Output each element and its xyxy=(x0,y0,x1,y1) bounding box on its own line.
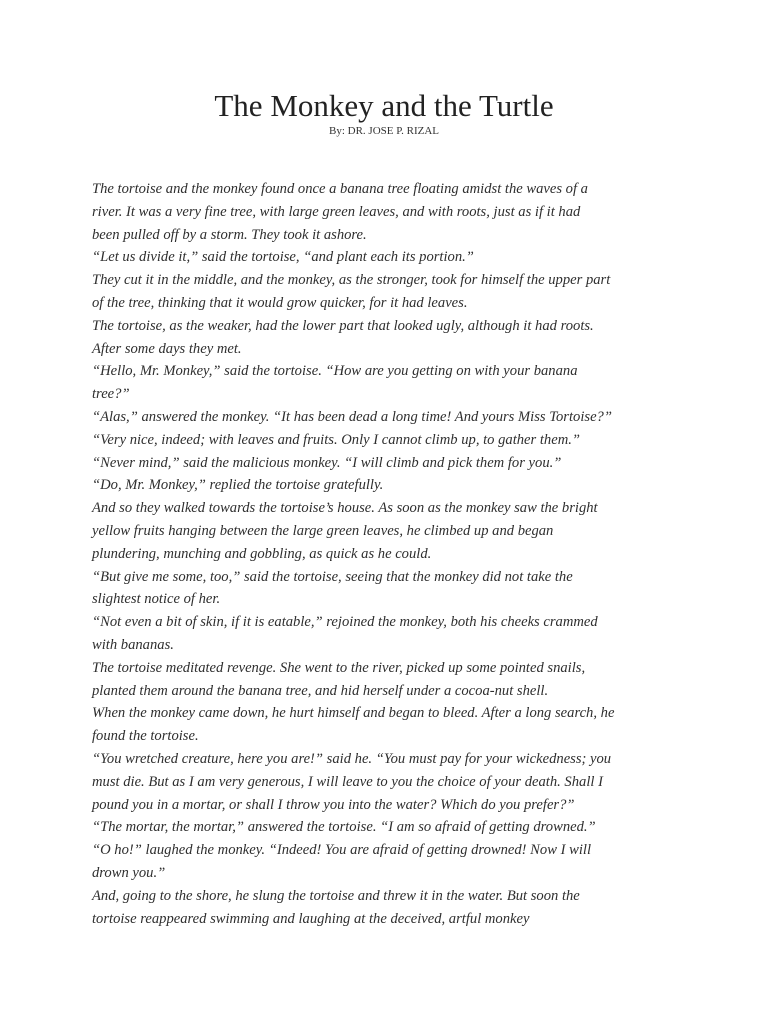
story-line: The tortoise, as the weaker, had the lower part that looked ugly, although it had roots. xyxy=(92,317,594,334)
story-line: plundering, munching and gobbling, as quick as he could. xyxy=(92,545,432,562)
author-byline: By: DR. JOSE P. RIZAL xyxy=(328,125,440,137)
story-line: “Never mind,” said the malicious monkey. “I will climb and pick them for you.” xyxy=(92,454,562,471)
story-body xyxy=(92,178,682,930)
story-line: And so they walked towards the tortoise’s house. As soon as the monkey saw the bright xyxy=(92,500,598,517)
story-line: “Very nice, indeed; with leaves and fruits. Only I cannot climb up, to gather them.” xyxy=(92,431,580,448)
story-line: “Let us divide it,” said the tortoise, “and plant each its portion.” xyxy=(92,249,474,266)
story-line: drown you.” xyxy=(92,864,166,881)
story-line: When the monkey came down, he hurt himself and began to bleed. After a long search, he xyxy=(92,705,615,722)
story-line: “Hello, Mr. Monkey,” said the tortoise. “How are you getting on with your banana xyxy=(92,363,578,380)
story-line: tree?” xyxy=(92,386,130,403)
story-line: slightest notice of her. xyxy=(92,591,221,608)
story-line: of the tree, thinking that it would grow quicker, for it had leaves. xyxy=(92,294,468,311)
story-line: The tortoise and the monkey found once a banana tree floating amidst the waves of a xyxy=(92,181,588,197)
story-line: pound you in a mortar, or shall I throw you into the water? Which do you prefer?” xyxy=(92,796,575,813)
document-title: The Monkey and the Turtle xyxy=(214,88,554,123)
story-line: been pulled off by a storm. They took it ashore. xyxy=(92,226,367,243)
story-line: “Alas,” answered the monkey. “It has been dead a long time! And yours Miss Tortoise?” xyxy=(92,408,612,425)
story-line: The tortoise meditated revenge. She went to the river, picked up some pointed snails, xyxy=(92,659,586,676)
story-line: “O ho!” laughed the monkey. “Indeed! You are afraid of getting drowned! Now I will xyxy=(92,842,592,859)
story-line: with bananas. xyxy=(92,636,174,653)
story-line: “But give me some, too,” said the tortoise, seeing that the monkey did not take the xyxy=(92,568,573,585)
story-line: must die. But as I am very generous, I will leave to you the choice of your death. Shall I xyxy=(92,773,603,790)
story-line: planted them around the banana tree, and hid herself under a cocoa-nut shell. xyxy=(92,682,549,699)
story-line: They cut it in the middle, and the monkey, as the stronger, took for himself the upper part xyxy=(92,272,611,289)
story-line: river. It was a very fine tree, with large green leaves, and with roots, just as if it had xyxy=(92,203,581,220)
story-line: found the tortoise. xyxy=(92,728,199,745)
story-line: “The mortar, the mortar,” answered the tortoise. “I am so afraid of getting drowned.” xyxy=(92,819,596,836)
story-line: tortoise reappeared swimming and laughing at the deceived, artful monkey xyxy=(92,910,530,927)
story-line: yellow fruits hanging between the large green leaves, he climbed up and began xyxy=(92,522,554,539)
story-line: And, going to the shore, he slung the tortoise and threw it in the water. But soon the xyxy=(92,887,580,904)
story-line: After some days they met. xyxy=(92,340,242,357)
story-line: “Not even a bit of skin, if it is eatable,” rejoined the monkey, both his cheeks crammed xyxy=(92,614,598,631)
story-line: “Do, Mr. Monkey,” replied the tortoise gratefully. xyxy=(92,477,384,494)
story-line: “You wretched creature, here you are!” said he. “You must pay for your wickedness; you xyxy=(92,750,612,767)
